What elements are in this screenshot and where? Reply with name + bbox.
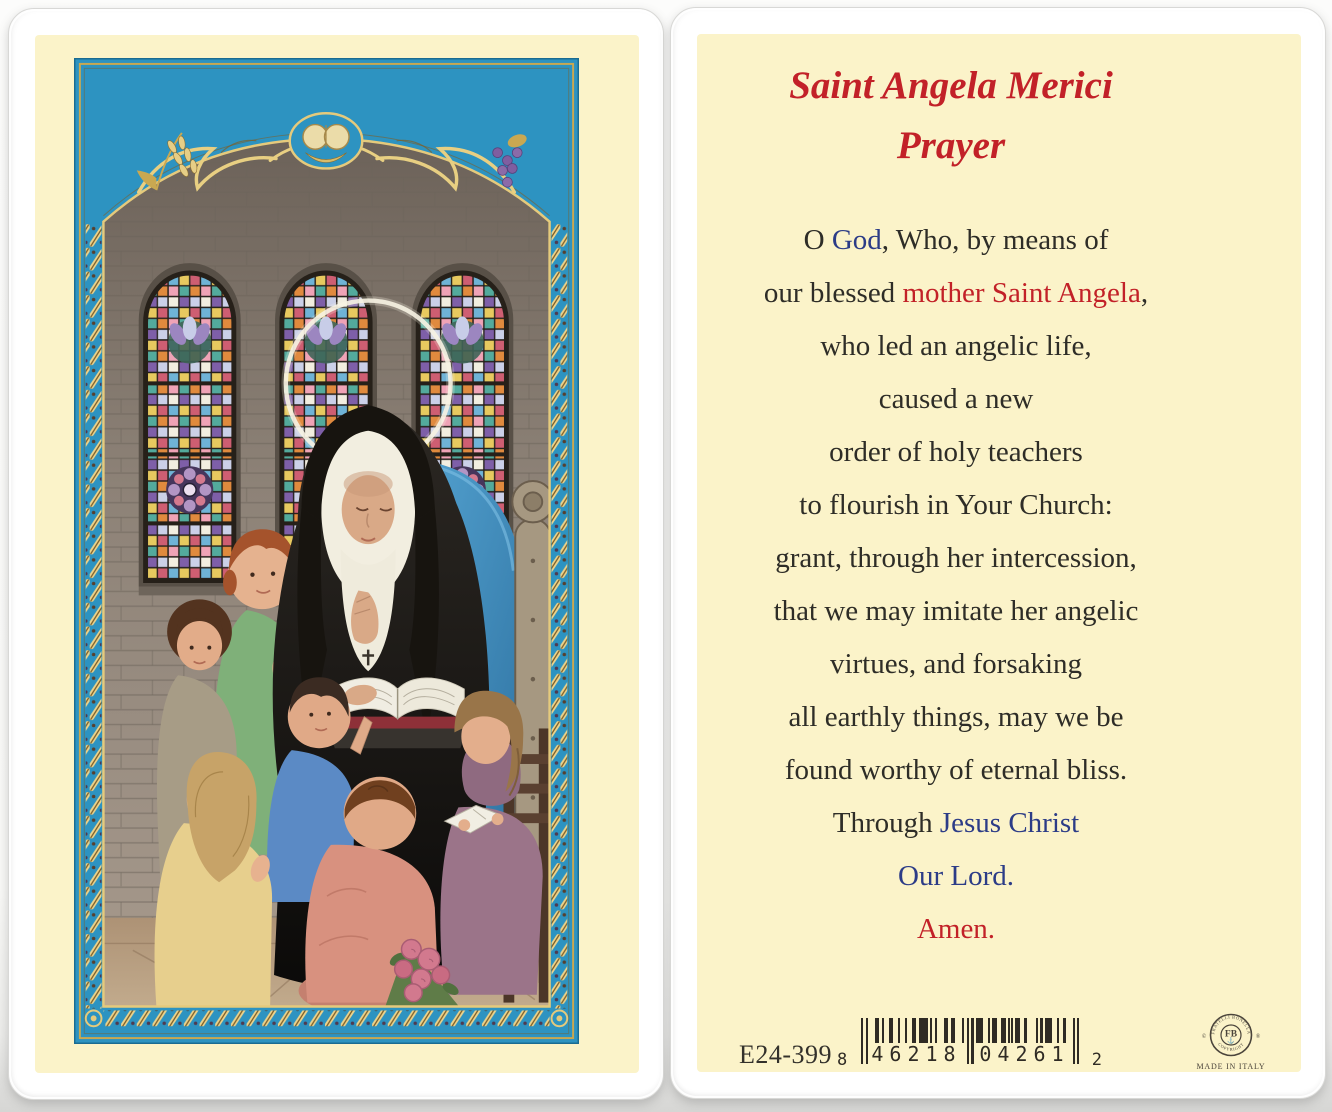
prayer-line: that we may imitate her angelic	[773, 595, 1139, 627]
barcode-bar	[946, 1018, 948, 1045]
bread-medallion	[290, 113, 363, 168]
prayer-text	[681, 214, 1231, 956]
illustration-scene	[101, 117, 553, 1016]
prayer-line: Amen.	[916, 913, 996, 945]
barcode-bar	[1040, 1018, 1042, 1045]
holy-card-front	[8, 8, 664, 1100]
barcode	[837, 1018, 1102, 1070]
barcode-bar	[994, 1018, 996, 1045]
barcode-bar	[1077, 1018, 1079, 1064]
prayer-line: caused a new	[878, 383, 1034, 415]
barcode-bar	[1050, 1018, 1052, 1045]
barcode-bar	[898, 1018, 900, 1045]
barcode-bar	[925, 1018, 927, 1045]
barcode-bar	[971, 1018, 973, 1064]
prayer-line: who led an angelic life,	[820, 330, 1092, 362]
prayer-line: Through Jesus Christ	[832, 807, 1080, 839]
barcode-bar	[914, 1018, 916, 1045]
prayer-line: O God, Who, by means of	[803, 224, 1109, 256]
prayer-line: our blessed mother Saint Angela,	[763, 277, 1149, 309]
barcode-bar	[988, 1018, 990, 1045]
barcode-bar	[1036, 1018, 1038, 1045]
barcode-bar	[905, 1018, 907, 1045]
prayer-line: grant, through her intercession,	[775, 542, 1137, 574]
stamp-arc-bottom-text: COPYRIGHT	[1217, 1041, 1245, 1052]
barcode-bar	[962, 1018, 964, 1045]
title-line-1: Saint Angela Merici	[789, 64, 1113, 107]
barcode-bar	[1057, 1018, 1059, 1045]
barcode-bar	[1011, 1018, 1013, 1045]
maker-stamp	[1179, 1008, 1299, 1078]
prayer-line: virtues, and forsaking	[829, 648, 1083, 680]
stamp-monogram: FB	[1224, 1029, 1238, 1040]
holy-card-back	[670, 7, 1326, 1099]
item-code: E24-399	[739, 1040, 833, 1069]
barcode-digit-group-1: 46218	[868, 1043, 965, 1066]
barcode-bar	[891, 1018, 893, 1045]
barcode-bar	[930, 1018, 932, 1045]
stamp-arc-top-text: FRATELLI BONELLA	[1210, 1014, 1252, 1035]
registered-icon: ®	[1255, 1034, 1261, 1040]
made-in-italy-text: MADE IN ITALY	[1196, 1062, 1266, 1071]
barcode-bar	[935, 1018, 937, 1045]
front-cream-panel	[35, 35, 639, 1073]
barcode-bar	[981, 1018, 983, 1045]
barcode-bar	[1063, 1018, 1065, 1045]
stained-glass-window	[139, 263, 241, 595]
barcode-bar	[953, 1018, 955, 1045]
prayer-line: Our Lord.	[898, 860, 1014, 892]
barcode-bar	[1024, 1018, 1026, 1045]
anchor-icon: ⚓	[1227, 1038, 1235, 1045]
title-line-2: Prayer	[896, 124, 1006, 167]
prayer-line: order of holy teachers	[829, 436, 1083, 468]
page-title	[681, 56, 1221, 176]
copyright-icon: ©	[1201, 1034, 1207, 1040]
prayer-line: all earthly things, may we be	[788, 701, 1124, 733]
barcode-bar	[967, 1018, 969, 1064]
prayer-line: found worthy of eternal bliss.	[784, 754, 1128, 786]
barcode-bar	[1004, 1018, 1006, 1045]
prayer-line: to flourish in Your Church:	[799, 489, 1113, 521]
barcode-digit-group-2: 04261	[976, 1043, 1073, 1066]
barcode-bar	[1017, 1018, 1019, 1045]
barcode-prefix-digit: 8	[837, 1050, 848, 1070]
holy-card-illustration	[74, 58, 579, 1044]
barcode-bar	[877, 1018, 879, 1045]
barcode-bar	[882, 1018, 884, 1045]
barcode-bar	[861, 1018, 863, 1064]
barcode-suffix-digit: 2	[1091, 1050, 1102, 1070]
